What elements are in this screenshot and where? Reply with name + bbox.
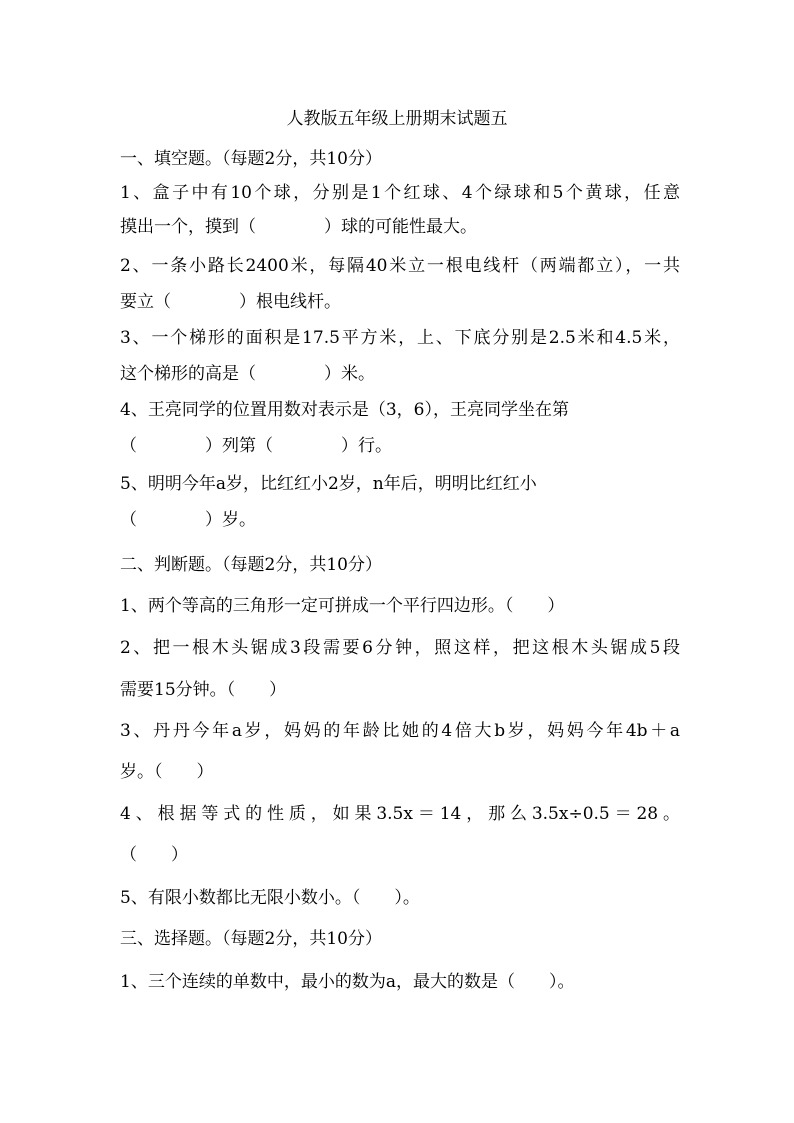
question-line: 这个梯形的高是（ ）米。 <box>120 364 375 384</box>
question-line: 要立（ ）根电线杆。 <box>120 292 341 312</box>
question-line: 需要15分钟。（ ） <box>120 680 287 700</box>
section-heading-true-false: 二、判断题。（每题2分，共10分） <box>120 555 382 575</box>
page-title: 人教版五年级上册期末试题五 <box>286 109 508 129</box>
question-line: 4、根据等式的性质，如果3.5x＝14，那么3.5x÷0.5＝28。 <box>120 804 680 824</box>
section-heading-multiple-choice: 三、选择题。（每题2分，共10分） <box>120 929 382 949</box>
question-line: 岁。（ ） <box>120 762 214 782</box>
question-line: 5、明明今年a岁，比红红小2岁，n年后，明明比红红小 <box>120 474 537 494</box>
question-line: 1、两个等高的三角形一定可拼成一个平行四边形。（ ） <box>120 596 565 616</box>
question-line: 3、一个梯形的面积是17.5平方米，上、下底分别是2.5米和4.5米， <box>120 328 680 348</box>
question-line: 2、一条小路长2400米，每隔40米立一根电线杆（两端都立），一共 <box>120 256 680 276</box>
question-line: 摸出一个，摸到（ ）球的可能性最大。 <box>120 217 477 237</box>
question-line: 1、盒子中有10个球，分别是1个红球、4个绿球和5个黄球，任意 <box>120 183 680 203</box>
question-line: （ ）列第（ ）行。 <box>120 436 392 456</box>
section-heading-fill-blank: 一、填空题。（每题2分，共10分） <box>120 149 382 169</box>
question-line: 5、有限小数都比无限小数小。（ ）。 <box>120 888 420 908</box>
question-line: 2、把一根木头锯成3段需要6分钟，照这样，把这根木头锯成5段 <box>120 638 680 658</box>
question-line: 1、三个连续的单数中，最小的数为a，最大的数是（ ）。 <box>120 972 575 992</box>
question-line: 4、王亮同学的位置用数对表示是（3，6），王亮同学坐在第 <box>120 400 569 420</box>
question-line: 3、丹丹今年a岁，妈妈的年龄比她的4倍大b岁，妈妈今年4b＋a <box>120 721 680 741</box>
question-line: （ ） <box>120 845 188 865</box>
question-line: （ ）岁。 <box>120 510 256 530</box>
